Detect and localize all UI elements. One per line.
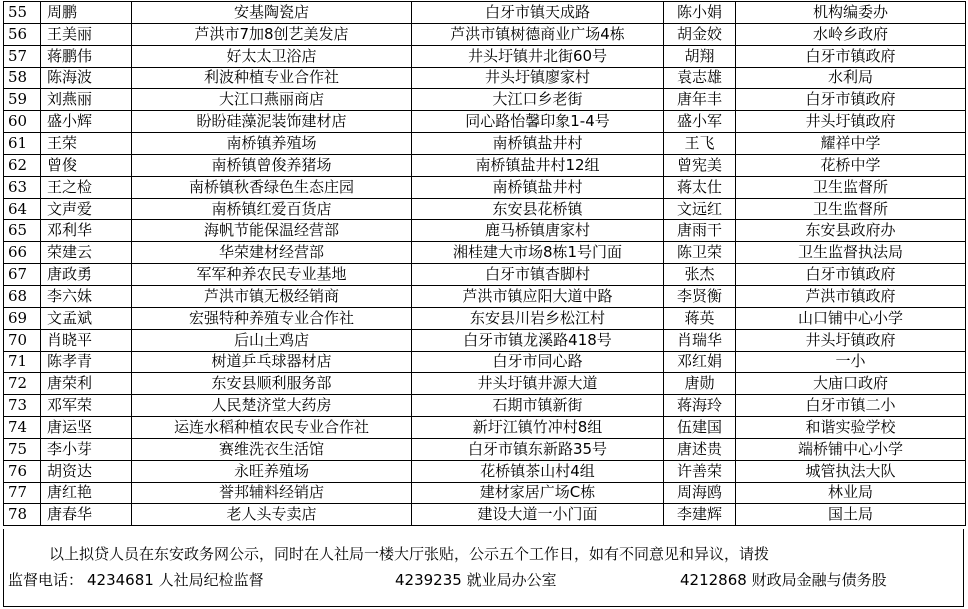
- row-number-cell: 64: [4, 198, 41, 220]
- business-name-cell: 芦洪市镇无极经销商: [132, 285, 412, 307]
- business-address-cell: 同心路怡馨印象1-4号: [412, 111, 664, 133]
- business-address-cell: 芦洪市镇树德商业广场4栋: [412, 23, 664, 45]
- notice-text: 以上拟贷人员在东安政务网公示，同时在人社局一楼大厅张贴，公示五个工作日，如有不同意见和异议，请拨: [49, 545, 770, 563]
- guarantor-unit-cell: 端桥铺中心小学: [736, 438, 966, 460]
- guarantor-name-cell: 伍建国: [664, 417, 736, 439]
- contact-discipline-inspection: 4234681 人社局纪检监督: [87, 571, 264, 589]
- table-row: [4, 89, 966, 111]
- business-address-cell: 井头圩镇井源大道: [412, 373, 664, 395]
- guarantor-name-cell: 许善荣: [664, 460, 736, 482]
- business-name-cell: 南桥镇秋香绿色生态庄园: [132, 176, 412, 198]
- applicant-name-cell: 邓利华: [41, 220, 132, 242]
- business-name-cell: 好太太卫浴店: [132, 45, 412, 67]
- applicant-name-cell: 李六妹: [41, 285, 132, 307]
- guarantor-unit-cell: 水利局: [736, 67, 966, 89]
- table-row: [4, 285, 966, 307]
- business-address-cell: 石期市镇新街: [412, 395, 664, 417]
- guarantor-name-cell: 邓红娟: [664, 351, 736, 373]
- row-number-cell: 77: [4, 482, 41, 504]
- row-number-cell: 58: [4, 67, 41, 89]
- guarantor-name-cell: 蒋英: [664, 307, 736, 329]
- guarantor-unit-cell: 白牙市镇政府: [736, 264, 966, 286]
- table-row: [4, 329, 966, 351]
- guarantor-name-cell: 张杰: [664, 264, 736, 286]
- applicant-name-cell: 王之检: [41, 176, 132, 198]
- guarantor-name-cell: 盛小军: [664, 111, 736, 133]
- business-name-cell: 军军种养农民专业基地: [132, 264, 412, 286]
- row-number-cell: 69: [4, 307, 41, 329]
- business-address-cell: 芦洪市镇应阳大道中路: [412, 285, 664, 307]
- guarantor-unit-cell: 东安县政府办: [736, 220, 966, 242]
- loan-applicant-table: [3, 1, 966, 526]
- table-row: [4, 220, 966, 242]
- guarantor-unit-cell: 花桥中学: [736, 154, 966, 176]
- contact-employment-office: 4239235 就业局办公室: [395, 571, 557, 589]
- applicant-name-cell: 陈海波: [41, 67, 132, 89]
- applicant-name-cell: 唐荣利: [41, 373, 132, 395]
- guarantor-name-cell: 蒋太仕: [664, 176, 736, 198]
- guarantor-name-cell: 胡金姣: [664, 23, 736, 45]
- supervision-label: 监督电话：: [8, 571, 84, 589]
- table-row: [4, 242, 966, 264]
- guarantor-unit-cell: 卫生监督所: [736, 198, 966, 220]
- guarantor-unit-cell: 林业局: [736, 482, 966, 504]
- table-row: [4, 373, 966, 395]
- business-address-cell: 南桥镇盐井村: [412, 176, 664, 198]
- guarantor-unit-cell: 白牙市镇政府: [736, 89, 966, 111]
- row-number-cell: 74: [4, 417, 41, 439]
- guarantor-name-cell: 王飞: [664, 133, 736, 155]
- table-row: [4, 264, 966, 286]
- business-name-cell: 海帆节能保温经营部: [132, 220, 412, 242]
- business-address-cell: 东安县花桥镇: [412, 198, 664, 220]
- business-name-cell: 赛维洗衣生活馆: [132, 438, 412, 460]
- table-row: [4, 67, 966, 89]
- guarantor-unit-cell: 卫生监督所: [736, 176, 966, 198]
- guarantor-unit-cell: 大庙口政府: [736, 373, 966, 395]
- row-number-cell: 65: [4, 220, 41, 242]
- business-name-cell: 南桥镇红爱百货店: [132, 198, 412, 220]
- business-address-cell: 湘桂建大市场8栋1号门面: [412, 242, 664, 264]
- applicant-name-cell: 文声爱: [41, 198, 132, 220]
- guarantor-unit-cell: 山口铺中心小学: [736, 307, 966, 329]
- guarantor-unit-cell: 水岭乡政府: [736, 23, 966, 45]
- guarantor-name-cell: 李建辉: [664, 504, 736, 526]
- guarantor-name-cell: 唐年丰: [664, 89, 736, 111]
- business-address-cell: 新圩江镇竹冲村8组: [412, 417, 664, 439]
- row-number-cell: 66: [4, 242, 41, 264]
- business-name-cell: 芦洪市7加8创艺美发店: [132, 23, 412, 45]
- business-address-cell: 建设大道一小门面: [412, 504, 664, 526]
- row-number-cell: 71: [4, 351, 41, 373]
- row-number-cell: 78: [4, 504, 41, 526]
- row-number-cell: 68: [4, 285, 41, 307]
- table-row: [4, 176, 966, 198]
- table-row: [4, 2, 966, 24]
- guarantor-unit-cell: 城管执法大队: [736, 460, 966, 482]
- row-number-cell: 62: [4, 154, 41, 176]
- table-row: [4, 395, 966, 417]
- business-name-cell: 老人头专卖店: [132, 504, 412, 526]
- guarantor-name-cell: 蒋海玲: [664, 395, 736, 417]
- business-name-cell: 人民楚济堂大药房: [132, 395, 412, 417]
- business-address-cell: 白牙市镇龙溪路418号: [412, 329, 664, 351]
- applicant-name-cell: 刘燕丽: [41, 89, 132, 111]
- guarantor-name-cell: 陈小娟: [664, 2, 736, 24]
- business-name-cell: 南桥镇养殖场: [132, 133, 412, 155]
- guarantor-name-cell: 唐述贵: [664, 438, 736, 460]
- applicant-name-cell: 肖晓平: [41, 329, 132, 351]
- table-row: [4, 417, 966, 439]
- guarantor-name-cell: 陈卫荣: [664, 242, 736, 264]
- guarantor-unit-cell: 井头圩镇政府: [736, 329, 966, 351]
- row-number-cell: 63: [4, 176, 41, 198]
- table-row: [4, 482, 966, 504]
- business-name-cell: 树道乒乓球器材店: [132, 351, 412, 373]
- business-address-cell: 大江口乡老街: [412, 89, 664, 111]
- guarantor-unit-cell: 国土局: [736, 504, 966, 526]
- row-number-cell: 76: [4, 460, 41, 482]
- row-number-cell: 72: [4, 373, 41, 395]
- table-row: [4, 460, 966, 482]
- business-address-cell: 鹿马桥镇唐家村: [412, 220, 664, 242]
- business-name-cell: 安基陶瓷店: [132, 2, 412, 24]
- business-address-cell: 白牙市同心路: [412, 351, 664, 373]
- business-name-cell: 华荣建材经营部: [132, 242, 412, 264]
- table-row: [4, 111, 966, 133]
- row-number-cell: 70: [4, 329, 41, 351]
- guarantor-unit-cell: 白牙市镇二小: [736, 395, 966, 417]
- table-row: [4, 198, 966, 220]
- table-row: [4, 23, 966, 45]
- guarantor-unit-cell: 耀祥中学: [736, 133, 966, 155]
- applicant-name-cell: 周鹏: [41, 2, 132, 24]
- business-address-cell: 白牙市镇天成路: [412, 2, 664, 24]
- business-address-cell: 南桥镇盐井村12组: [412, 154, 664, 176]
- guarantor-name-cell: 文远红: [664, 198, 736, 220]
- guarantor-unit-cell: 井头圩镇政府: [736, 111, 966, 133]
- applicant-name-cell: 王荣: [41, 133, 132, 155]
- row-number-cell: 75: [4, 438, 41, 460]
- business-address-cell: 建材家居广场C栋: [412, 482, 664, 504]
- business-name-cell: 大江口燕丽商店: [132, 89, 412, 111]
- applicant-name-cell: 曾俊: [41, 154, 132, 176]
- business-address-cell: 井头圩镇井北街60号: [412, 45, 664, 67]
- row-number-cell: 59: [4, 89, 41, 111]
- table-row: [4, 307, 966, 329]
- business-address-cell: 南桥镇盐井村: [412, 133, 664, 155]
- guarantor-name-cell: 胡翔: [664, 45, 736, 67]
- business-address-cell: 花桥镇茶山村4组: [412, 460, 664, 482]
- business-address-cell: 白牙市镇东新路35号: [412, 438, 664, 460]
- business-name-cell: 永旺养殖场: [132, 460, 412, 482]
- row-number-cell: 60: [4, 111, 41, 133]
- business-name-cell: 誉邦辅料经销店: [132, 482, 412, 504]
- business-address-cell: 井头圩镇廖家村: [412, 67, 664, 89]
- table-row: [4, 133, 966, 155]
- guarantor-unit-cell: 卫生监督执法局: [736, 242, 966, 264]
- notice-box: [3, 529, 964, 607]
- guarantor-unit-cell: 和谐实验学校: [736, 417, 966, 439]
- applicant-name-cell: 陈孝青: [41, 351, 132, 373]
- guarantor-name-cell: 袁志雄: [664, 67, 736, 89]
- business-address-cell: 东安县川岩乡松江村: [412, 307, 664, 329]
- business-name-cell: 盼盼硅藻泥装饰建材店: [132, 111, 412, 133]
- applicant-name-cell: 唐运坚: [41, 417, 132, 439]
- business-name-cell: 运连水稻种植农民专业合作社: [132, 417, 412, 439]
- guarantor-unit-cell: 机构编委办: [736, 2, 966, 24]
- applicant-name-cell: 邓军荣: [41, 395, 132, 417]
- applicant-name-cell: 唐红艳: [41, 482, 132, 504]
- guarantor-unit-cell: 芦洪市镇政府: [736, 285, 966, 307]
- business-name-cell: 后山土鸡店: [132, 329, 412, 351]
- table-row: [4, 438, 966, 460]
- business-name-cell: 利波种植专业合作社: [132, 67, 412, 89]
- guarantor-name-cell: 唐雨干: [664, 220, 736, 242]
- business-name-cell: 南桥镇曾俊养猪场: [132, 154, 412, 176]
- row-number-cell: 61: [4, 133, 41, 155]
- table-body: [4, 2, 966, 526]
- guarantor-name-cell: 周海鸥: [664, 482, 736, 504]
- business-address-cell: 白牙市镇杳脚村: [412, 264, 664, 286]
- row-number-cell: 55: [4, 2, 41, 24]
- applicant-name-cell: 文孟斌: [41, 307, 132, 329]
- contact-finance-debt-section: 4212868 财政局金融与债务股: [680, 571, 887, 589]
- guarantor-unit-cell: 白牙市镇政府: [736, 45, 966, 67]
- table-row: [4, 154, 966, 176]
- table-row: [4, 45, 966, 67]
- applicant-name-cell: 蒋鹏伟: [41, 45, 132, 67]
- row-number-cell: 57: [4, 45, 41, 67]
- table-row: [4, 351, 966, 373]
- table-row: [4, 504, 966, 526]
- row-number-cell: 73: [4, 395, 41, 417]
- guarantor-name-cell: 唐勋: [664, 373, 736, 395]
- row-number-cell: 56: [4, 23, 41, 45]
- guarantor-name-cell: 肖瑞华: [664, 329, 736, 351]
- applicant-name-cell: 荣建云: [41, 242, 132, 264]
- guarantor-name-cell: 曾宪美: [664, 154, 736, 176]
- business-name-cell: 宏强特种养殖专业合作社: [132, 307, 412, 329]
- applicant-name-cell: 李小芽: [41, 438, 132, 460]
- applicant-name-cell: 唐春华: [41, 504, 132, 526]
- applicant-name-cell: 唐政勇: [41, 264, 132, 286]
- business-name-cell: 东安县顺利服务部: [132, 373, 412, 395]
- guarantor-name-cell: 李贤衡: [664, 285, 736, 307]
- row-number-cell: 67: [4, 264, 41, 286]
- applicant-name-cell: 王美丽: [41, 23, 132, 45]
- applicant-name-cell: 胡资达: [41, 460, 132, 482]
- applicant-name-cell: 盛小辉: [41, 111, 132, 133]
- guarantor-unit-cell: 一小: [736, 351, 966, 373]
